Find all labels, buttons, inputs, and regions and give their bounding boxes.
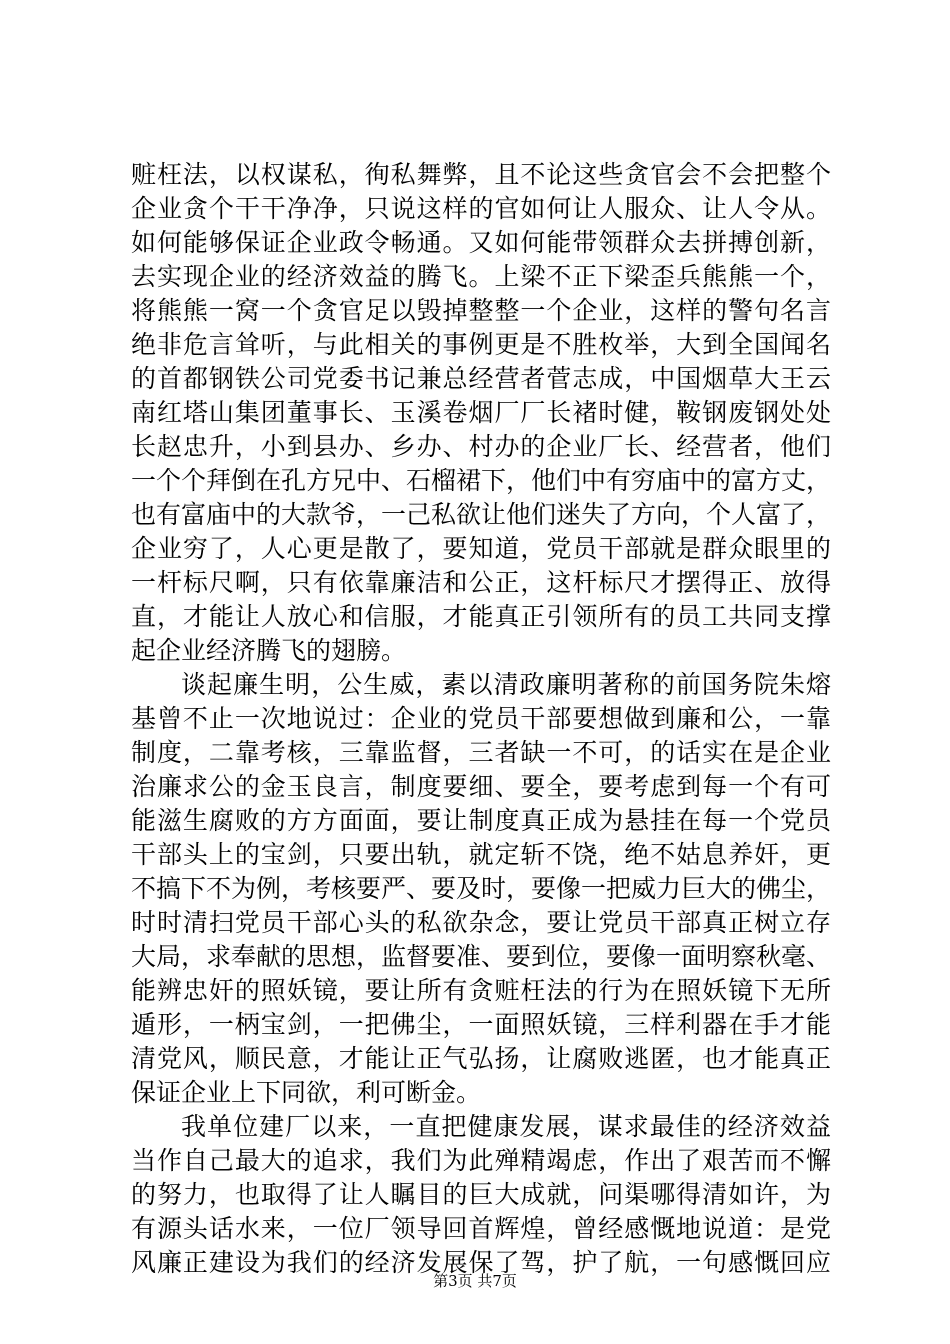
text-line: 有源头话水来，一位厂领导回首辉煌，曾经感慨地说道：是党	[131, 1214, 831, 1243]
text-line: 企业穷了，人心更是散了，要知道，党员干部就是群众眼里的	[131, 534, 831, 563]
text-line: 长赵忠升，小到县办、乡办、村办的企业厂长、经营者，他们	[131, 432, 831, 461]
text-line: 一杆标尺啊，只有依靠廉洁和公正，这杆标尺才摆得正、放得	[131, 568, 831, 597]
text-line: 基曾不止一次地说过：企业的党员干部要想做到廉和公，一靠	[131, 704, 831, 733]
page-number-footer: 第3页 共7页	[433, 1272, 517, 1290]
text-line: 赃枉法，以权谋私，徇私舞弊，且不论这些贪官会不会把整个	[131, 160, 831, 189]
text-line: 绝非危言耸听，与此相关的事例更是不胜枚举，大到全国闻名	[131, 330, 831, 359]
text-line: 去实现企业的经济效益的腾飞。上梁不正下梁歪兵熊熊一个，	[131, 262, 831, 291]
text-line: 直，才能让人放心和信服，才能真正引领所有的员工共同支撑	[131, 602, 831, 631]
text-line: 的首都钢铁公司党委书记兼总经营者菅志成，中国烟草大王云	[131, 364, 831, 393]
text-line: 能滋生腐败的方方面面，要让制度真正成为悬挂在每一个党员	[131, 806, 831, 835]
text-line: 大局，求奉献的思想，监督要准、要到位，要像一面明察秋毫、	[131, 942, 832, 971]
text-line: 企业贪个干干净净，只说这样的官如何让人服众、让人令从。	[131, 194, 831, 223]
text-line: 风廉正建设为我们的经济发展保了驾，护了航，一句感慨回应	[131, 1248, 831, 1277]
text-line: 能辨忠奸的照妖镜，要让所有贪赃枉法的行为在照妖镜下无所	[131, 976, 831, 1005]
text-line: 遁形，一柄宝剑，一把佛尘，一面照妖镜，三样利器在手才能	[131, 1010, 831, 1039]
text-line: 如何能够保证企业政令畅通。又如何能带领群众去拼搏创新，	[131, 228, 831, 257]
text-line: 保证企业上下同欲，利可断金。	[131, 1078, 482, 1107]
text-line: 时时清扫党员干部心头的私欲杂念，要让党员干部真正树立存	[131, 908, 831, 937]
text-line: 南红塔山集团董事长、玉溪卷烟厂厂长褚时健，鞍钢废钢处处	[131, 398, 831, 427]
text-line: 不搞下不为例，考核要严、要及时，要像一把威力巨大的佛尘，	[131, 874, 832, 903]
paragraph-first-line: 我单位建厂以来，一直把健康发展，谋求最佳的经济效益	[181, 1112, 831, 1141]
text-line: 治廉求公的金玉良言，制度要细、要全，要考虑到每一个有可	[131, 772, 831, 801]
text-line: 当作自己最大的追求，我们为此殚精竭虑，作出了艰苦而不懈	[131, 1146, 831, 1175]
text-line: 清党风，顺民意，才能让正气弘扬，让腐败逃匿，也才能真正	[131, 1044, 831, 1073]
text-line: 制度，二靠考核，三靠监督，三者缺一不可，的话实在是企业	[131, 738, 831, 767]
text-line: 的努力，也取得了让人瞩目的巨大成就，问渠哪得清如许，为	[131, 1180, 831, 1209]
body-text	[131, 158, 831, 1280]
text-line: 干部头上的宝剑，只要出轨，就定斩不饶，绝不姑息养奸，更	[131, 840, 831, 869]
text-line: 将熊熊一窝一个贪官足以毁掉整整一个企业，这样的警句名言	[131, 296, 831, 325]
paragraph-first-line: 谈起廉生明，公生威，素以清政廉明著称的前国务院朱熔	[181, 670, 831, 699]
text-line: 起企业经济腾飞的翅膀。	[131, 636, 407, 665]
text-line: 也有富庙中的大款爷，一己私欲让他们迷失了方向，个人富了，	[131, 500, 832, 529]
text-line: 一个个拜倒在孔方兄中、石榴裙下，他们中有穷庙中的富方丈，	[131, 466, 832, 495]
